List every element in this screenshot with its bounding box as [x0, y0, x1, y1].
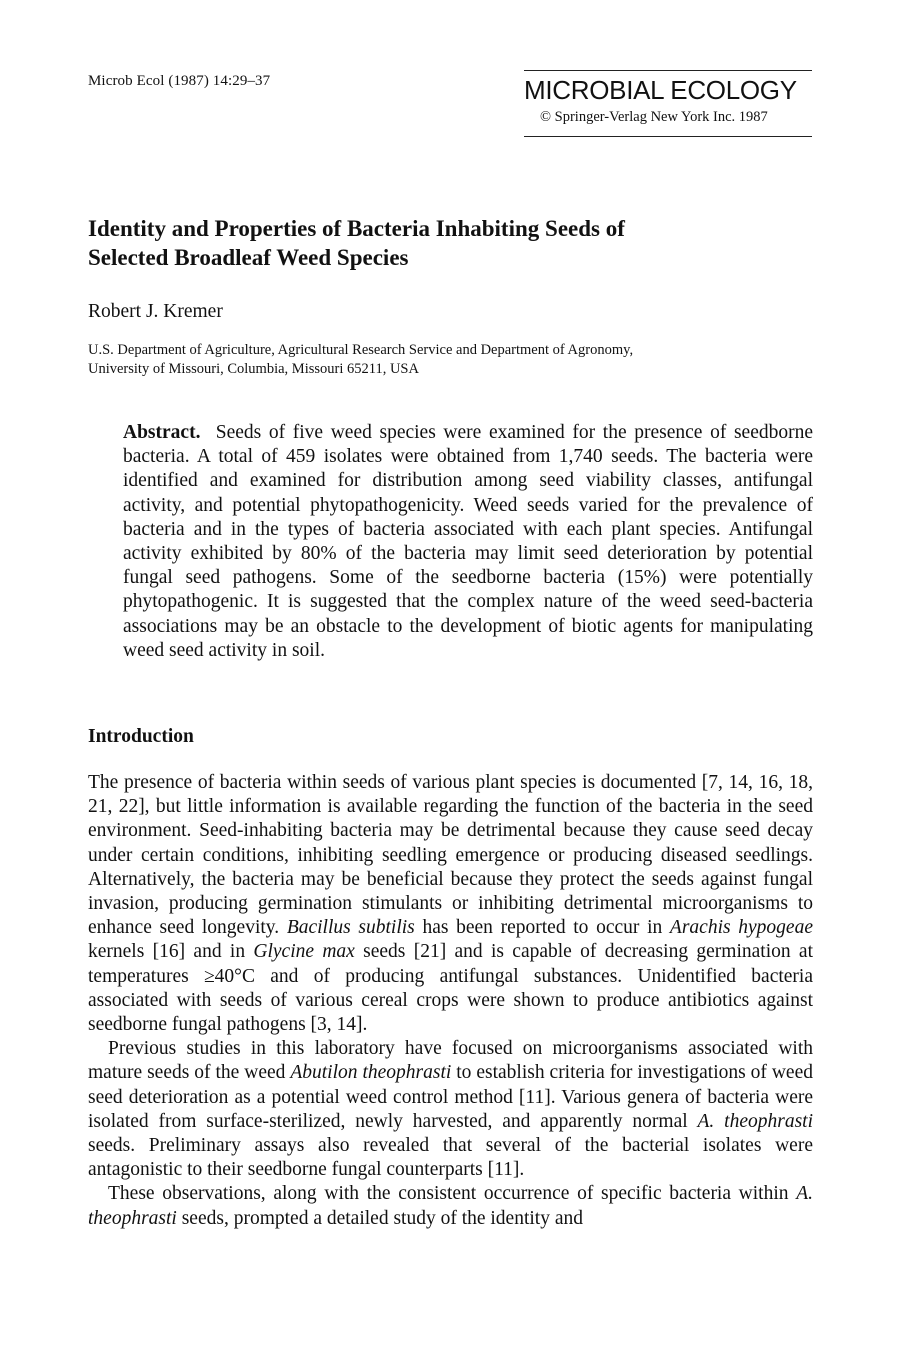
abstract-label: Abstract. [123, 422, 201, 443]
species-name: Bacillus subtilis [286, 917, 415, 939]
copyright-notice: © Springer-Verlag New York Inc. 1987 [540, 109, 768, 125]
species-name: Abutilon theophrasti [290, 1062, 452, 1084]
paragraph [88, 1037, 813, 1182]
species-name: A. theophrasti [697, 1110, 813, 1132]
affiliation-line: University of Missouri, Columbia, Missouri 65211, USA [88, 361, 419, 377]
journal-name: MICROBIAL ECOLOGY [524, 75, 797, 105]
paragraph [88, 1182, 813, 1230]
abstract-text: Seeds of five weed species were examined for the presence of seedborne bacteria. A total of 459 isolates were obtained from 1,740 seeds. The bacteria were identified and examined for distribution among seed viability classes, antifungal activity, and potential phytopathogenicity. Weed seeds varied for the prevalence of bacteria and in the types of bacteria associated with each plant species. Antifungal activity exhibited by 80% of the bacteria may limit seed deterioration by potential fungal seed pathogens. Some of the seedborne bacteria (15%) were potentially phytopathogenic. It is suggested that the complex nature of the weed seed-bacteria associations may be an obstacle to the development of biotic agents for manipulating weed seed activity in soil. [123, 422, 814, 661]
article-title-line: Identity and Properties of Bacteria Inhabiting Seeds of [88, 216, 625, 241]
paragraph-text: These observations, along with the consistent occurrence of specific bacteria within [108, 1183, 797, 1205]
paragraph-text: seeds. Preliminary assays also revealed that several of the bacterial isolates were antagonistic to their seedborne fungal counterparts [11]. [88, 1135, 813, 1181]
paragraph [88, 771, 813, 1037]
introduction-body [88, 771, 813, 1231]
paragraph-text: kernels [16] and in [88, 941, 254, 963]
paragraph-text: to establish criteria for investigations of weed seed deterioration as a potential weed control method [11]. Various genera of bacteria were isolated from surface-sterilized, newly harvested, and apparently normal [88, 1062, 813, 1132]
species-name: Arachis hypogeae [669, 917, 813, 939]
author-name: Robert J. Kremer [88, 301, 223, 322]
paragraph-text: The presence of bacteria within seeds of various plant species is documented [7, 14, 16, 18, 21, 22], but little information is available regarding the function of the bacteria in the seed environment. Seed-inhabiting bacteria may be detrimental because they cause seed decay under certain conditions, inhibiting seedling emergence or producing diseased seedlings. Alternatively, the bacteria may be beneficial because they protect the seeds against fungal invasion, producing germination stimulants or inhibiting detrimental microorganisms to enhance seed longevity. [88, 772, 813, 939]
paragraph-text: has been reported to occur in [414, 917, 670, 939]
species-name: Glycine max [253, 941, 355, 963]
abstract [123, 421, 813, 663]
affiliation-line: U.S. Department of Agriculture, Agricultural Research Service and Department of Agronomy, [88, 342, 634, 358]
author-affiliation [88, 341, 828, 379]
section-heading-introduction: Introduction [88, 726, 194, 747]
article-title [88, 214, 768, 272]
paragraph-text: seeds [21] and is capable of decreasing germination at temperatures ≥40°C and of producing antifungal substances. Unidentified bacteria associated with seeds of various cereal crops were shown to produce antibiotics against seedborne fungal pathogens [3, 14]. [88, 941, 813, 1036]
species-name: A. theophrasti [88, 1183, 813, 1229]
paragraph-text: Previous studies in this laboratory have focused on microorganisms associated with mature seeds of the weed [88, 1038, 813, 1084]
journal-masthead [524, 70, 812, 137]
paragraph-text: seeds, prompted a detailed study of the identity and [176, 1207, 583, 1229]
article-title-line: Selected Broadleaf Weed Species [88, 245, 409, 270]
citation-line: Microb Ecol (1987) 14:29–37 [88, 73, 271, 89]
